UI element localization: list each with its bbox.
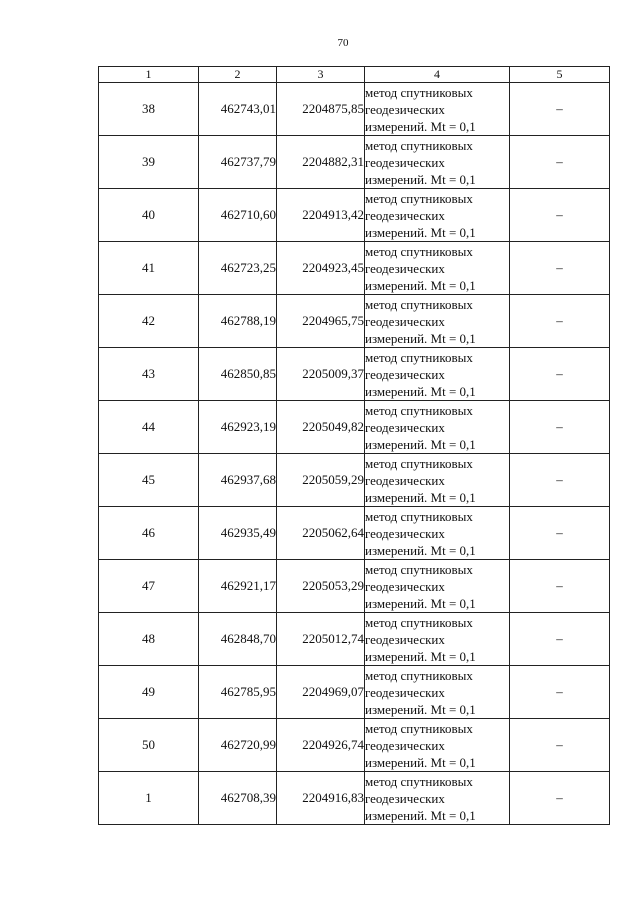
y-coordinate-cell: 2204913,42 <box>277 189 365 242</box>
method-cell <box>365 189 510 242</box>
method-line: геодезических <box>365 419 445 435</box>
table-row <box>99 83 610 136</box>
point-number-cell: 1 <box>99 772 199 825</box>
method-line: геодезических <box>365 578 445 594</box>
method-line: метод спутниковых <box>365 137 473 153</box>
point-number-cell: 41 <box>99 242 199 295</box>
method-line: измерений. Mt = 0,1 <box>365 330 476 346</box>
method-cell <box>365 242 510 295</box>
y-coordinate-cell: 2205009,37 <box>277 348 365 401</box>
y-coordinate-cell: 2205012,74 <box>277 613 365 666</box>
table-row <box>99 719 610 772</box>
method-line: метод спутниковых <box>365 667 473 683</box>
table-row <box>99 507 610 560</box>
point-number-cell: 45 <box>99 454 199 507</box>
method-line: геодезических <box>365 684 445 700</box>
method-line: метод спутниковых <box>365 773 473 789</box>
method-line: метод спутниковых <box>365 190 473 206</box>
x-coordinate-cell: 462723,25 <box>199 242 277 295</box>
point-number-cell: 47 <box>99 560 199 613</box>
y-coordinate-cell: 2204926,74 <box>277 719 365 772</box>
note-cell: – <box>510 454 610 507</box>
header-col-3: 3 <box>277 67 365 83</box>
method-line: метод спутниковых <box>365 614 473 630</box>
method-line: измерений. Mt = 0,1 <box>365 701 476 717</box>
note-cell: – <box>510 83 610 136</box>
note-cell: – <box>510 348 610 401</box>
method-line: метод спутниковых <box>365 720 473 736</box>
table-row <box>99 666 610 719</box>
method-line: геодезических <box>365 260 445 276</box>
table-header-row <box>99 67 610 83</box>
method-line: метод спутниковых <box>365 84 473 100</box>
method-line: измерений. Mt = 0,1 <box>365 542 476 558</box>
method-line: измерений. Mt = 0,1 <box>365 489 476 505</box>
table-row <box>99 242 610 295</box>
x-coordinate-cell: 462848,70 <box>199 613 277 666</box>
y-coordinate-cell: 2205059,29 <box>277 454 365 507</box>
point-number-cell: 38 <box>99 83 199 136</box>
method-line: измерений. Mt = 0,1 <box>365 754 476 770</box>
x-coordinate-cell: 462937,68 <box>199 454 277 507</box>
method-cell <box>365 560 510 613</box>
method-cell <box>365 772 510 825</box>
note-cell: – <box>510 136 610 189</box>
table-row <box>99 772 610 825</box>
note-cell: – <box>510 242 610 295</box>
note-cell: – <box>510 560 610 613</box>
x-coordinate-cell: 462923,19 <box>199 401 277 454</box>
note-cell: – <box>510 507 610 560</box>
note-cell: – <box>510 401 610 454</box>
method-cell <box>365 348 510 401</box>
table-row <box>99 295 610 348</box>
method-line: метод спутниковых <box>365 243 473 259</box>
x-coordinate-cell: 462935,49 <box>199 507 277 560</box>
method-line: геодезических <box>365 472 445 488</box>
method-line: измерений. Mt = 0,1 <box>365 595 476 611</box>
method-line: измерений. Mt = 0,1 <box>365 171 476 187</box>
x-coordinate-cell: 462785,95 <box>199 666 277 719</box>
header-col-1: 1 <box>99 67 199 83</box>
point-number-cell: 44 <box>99 401 199 454</box>
method-line: метод спутниковых <box>365 349 473 365</box>
table-row <box>99 136 610 189</box>
note-cell: – <box>510 295 610 348</box>
y-coordinate-cell: 2204923,45 <box>277 242 365 295</box>
point-number-cell: 42 <box>99 295 199 348</box>
x-coordinate-cell: 462788,19 <box>199 295 277 348</box>
point-number-cell: 46 <box>99 507 199 560</box>
method-line: измерений. Mt = 0,1 <box>365 807 476 823</box>
point-number-cell: 48 <box>99 613 199 666</box>
method-line: измерений. Mt = 0,1 <box>365 383 476 399</box>
method-line: метод спутниковых <box>365 296 473 312</box>
note-cell: – <box>510 666 610 719</box>
method-cell <box>365 507 510 560</box>
method-line: измерений. Mt = 0,1 <box>365 277 476 293</box>
method-line: измерений. Mt = 0,1 <box>365 224 476 240</box>
point-number-cell: 43 <box>99 348 199 401</box>
table-row <box>99 613 610 666</box>
table-row <box>99 401 610 454</box>
header-col-5: 5 <box>510 67 610 83</box>
method-line: геодезических <box>365 313 445 329</box>
y-coordinate-cell: 2204916,83 <box>277 772 365 825</box>
method-cell <box>365 719 510 772</box>
method-cell <box>365 613 510 666</box>
method-line: метод спутниковых <box>365 508 473 524</box>
table-row <box>99 454 610 507</box>
method-line: геодезических <box>365 737 445 753</box>
method-line: метод спутниковых <box>365 402 473 418</box>
header-col-4: 4 <box>365 67 510 83</box>
point-number-cell: 39 <box>99 136 199 189</box>
y-coordinate-cell: 2205049,82 <box>277 401 365 454</box>
coordinates-table <box>98 66 610 825</box>
y-coordinate-cell: 2204965,75 <box>277 295 365 348</box>
y-coordinate-cell: 2204969,07 <box>277 666 365 719</box>
method-line: геодезических <box>365 207 445 223</box>
x-coordinate-cell: 462708,39 <box>199 772 277 825</box>
method-cell <box>365 295 510 348</box>
point-number-cell: 49 <box>99 666 199 719</box>
y-coordinate-cell: 2204875,85 <box>277 83 365 136</box>
note-cell: – <box>510 613 610 666</box>
x-coordinate-cell: 462921,17 <box>199 560 277 613</box>
x-coordinate-cell: 462720,99 <box>199 719 277 772</box>
x-coordinate-cell: 462737,79 <box>199 136 277 189</box>
table-row <box>99 348 610 401</box>
method-line: геодезических <box>365 790 445 806</box>
point-number-cell: 50 <box>99 719 199 772</box>
note-cell: – <box>510 719 610 772</box>
method-line: измерений. Mt = 0,1 <box>365 648 476 664</box>
method-cell <box>365 401 510 454</box>
y-coordinate-cell: 2204882,31 <box>277 136 365 189</box>
method-cell <box>365 454 510 507</box>
y-coordinate-cell: 2205053,29 <box>277 560 365 613</box>
header-col-2: 2 <box>199 67 277 83</box>
x-coordinate-cell: 462710,60 <box>199 189 277 242</box>
y-coordinate-cell: 2205062,64 <box>277 507 365 560</box>
method-line: геодезических <box>365 631 445 647</box>
method-line: метод спутниковых <box>365 455 473 471</box>
table-row <box>99 189 610 242</box>
page-number: 70 <box>337 37 349 49</box>
method-line: измерений. Mt = 0,1 <box>365 436 476 452</box>
table-row <box>99 560 610 613</box>
note-cell: – <box>510 772 610 825</box>
method-line: геодезических <box>365 154 445 170</box>
method-line: метод спутниковых <box>365 561 473 577</box>
method-cell <box>365 666 510 719</box>
x-coordinate-cell: 462743,01 <box>199 83 277 136</box>
note-cell: – <box>510 189 610 242</box>
method-line: геодезических <box>365 525 445 541</box>
method-line: геодезических <box>365 366 445 382</box>
method-line: измерений. Mt = 0,1 <box>365 118 476 134</box>
method-line: геодезических <box>365 101 445 117</box>
method-cell <box>365 83 510 136</box>
method-cell <box>365 136 510 189</box>
point-number-cell: 40 <box>99 189 199 242</box>
x-coordinate-cell: 462850,85 <box>199 348 277 401</box>
table-body <box>99 83 610 825</box>
